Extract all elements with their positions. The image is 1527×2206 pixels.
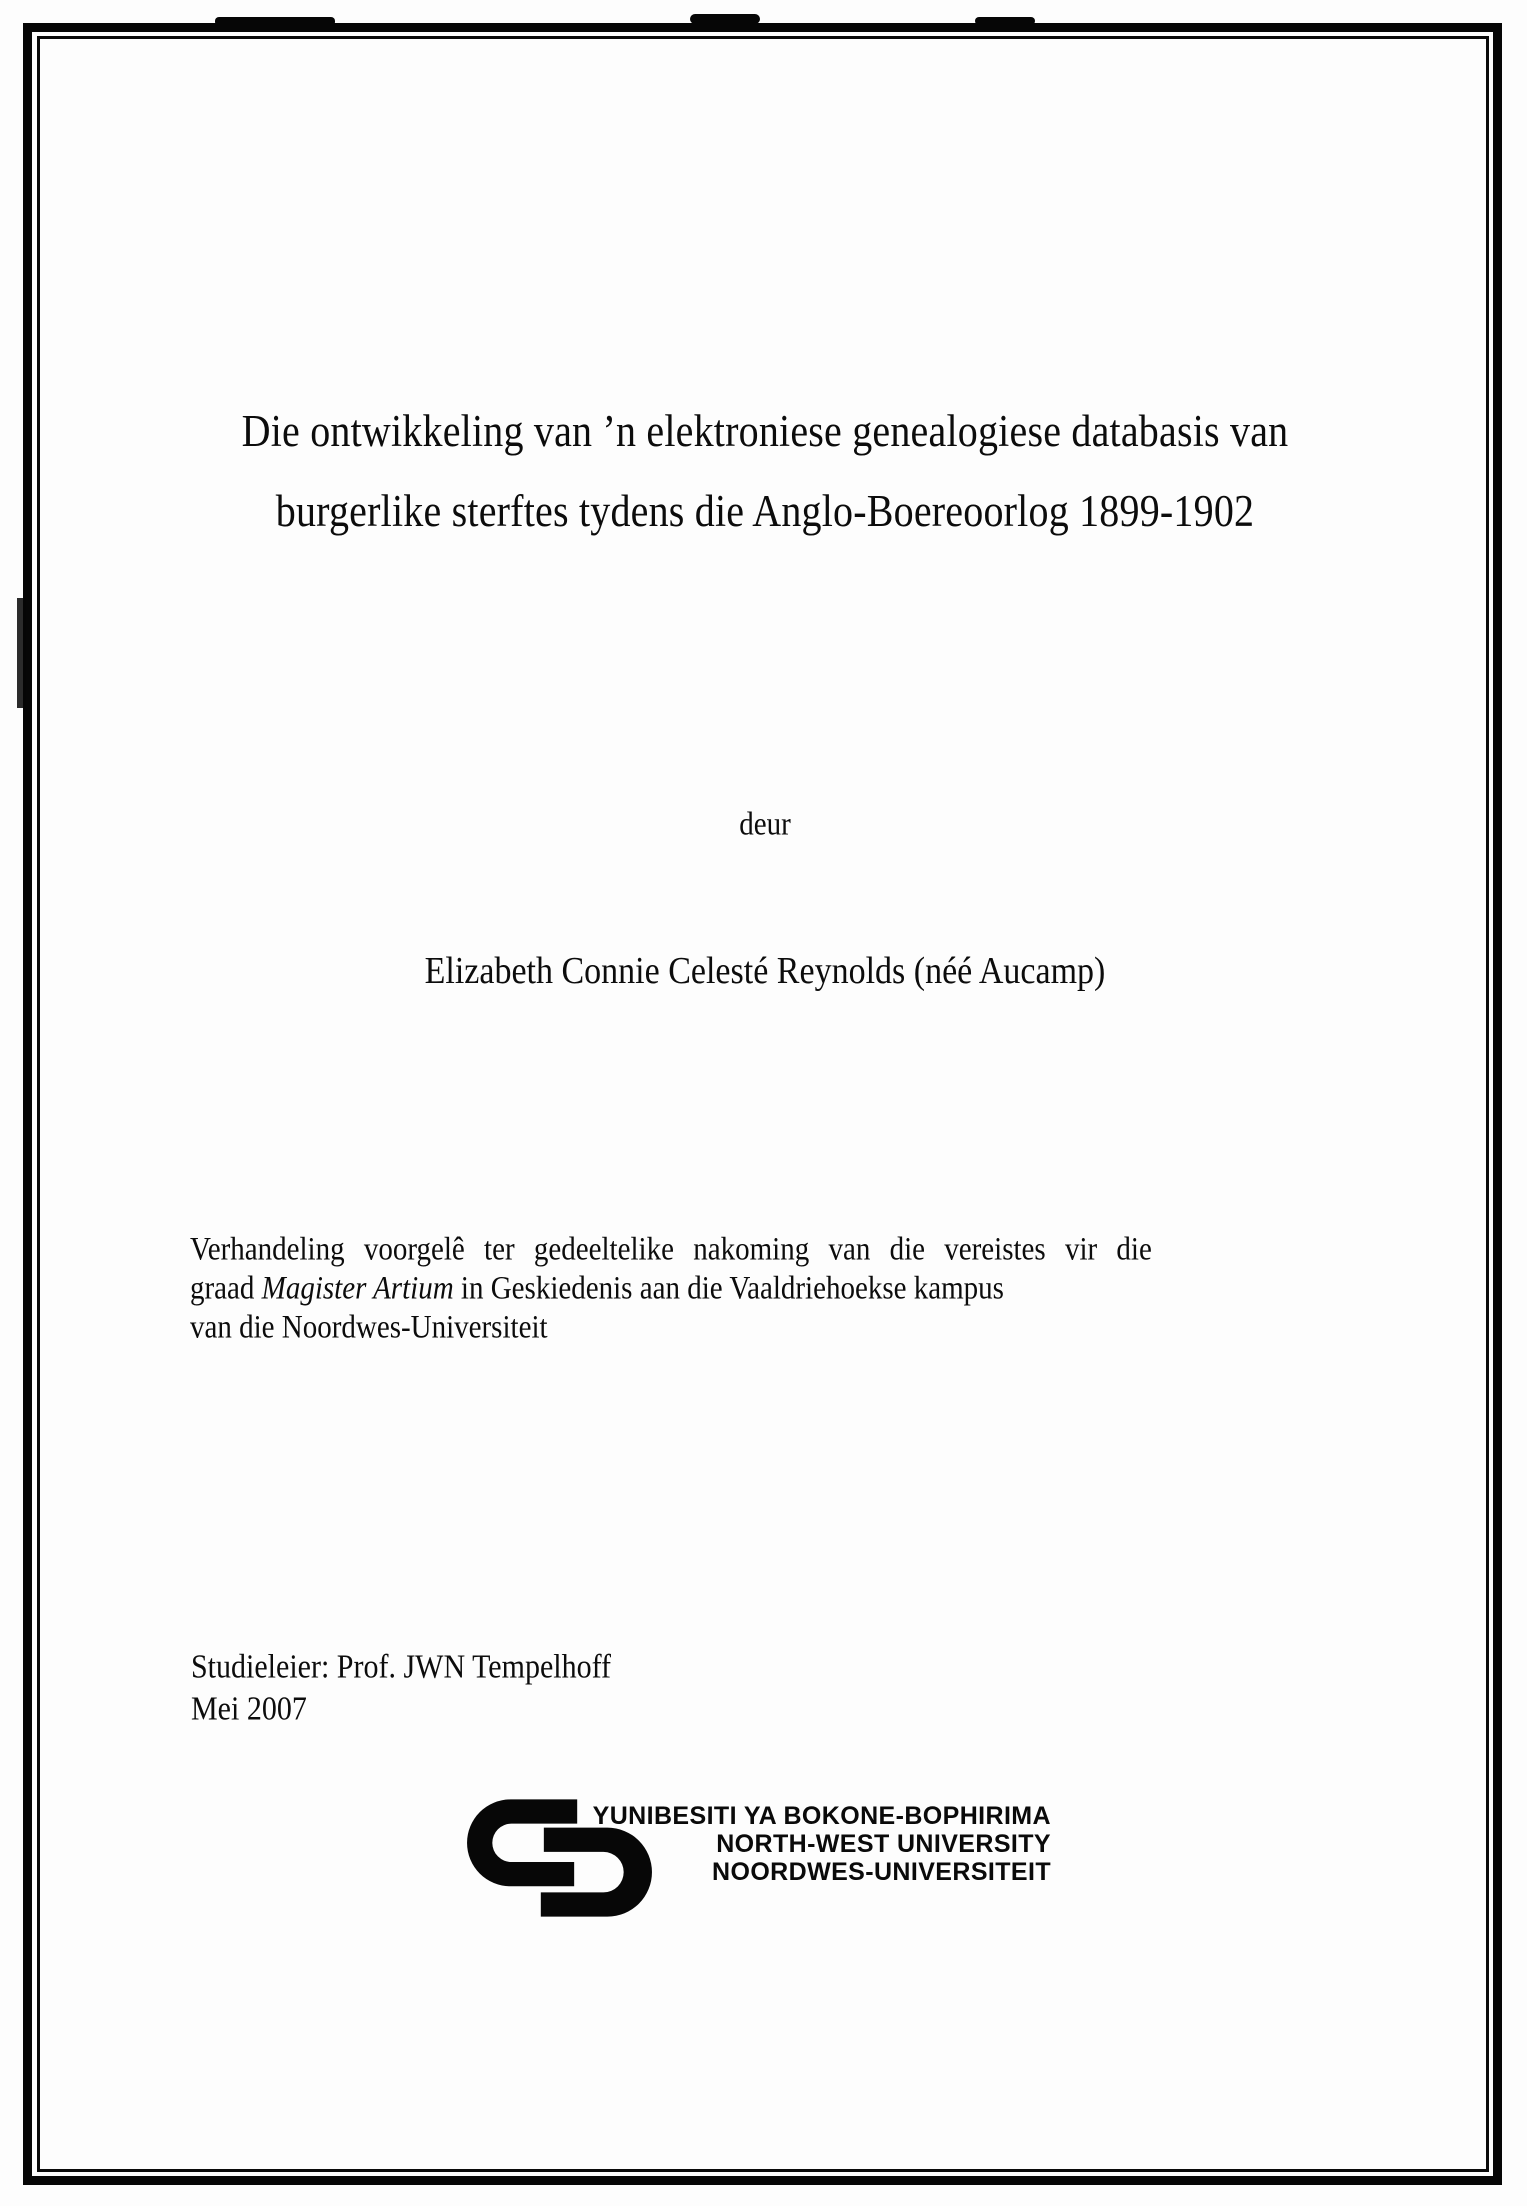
nwu-logo-text xyxy=(593,1802,1051,1886)
thesis-title-line-2: burgerlike sterftes tydens die Anglo-Boereoorlog 1899-1902 xyxy=(275,485,1255,536)
logo-text-line-3: NOORDWES-UNIVERSITEIT xyxy=(712,1858,1051,1886)
supervisor-line: Studieleier: Prof. JWN Tempelhoff xyxy=(191,1648,612,1686)
scan-speck xyxy=(975,17,1035,25)
submission-note-line-2 xyxy=(190,1270,1335,1307)
degree-name-italic: Magister Artium xyxy=(261,1270,454,1307)
submission-note-line-1: Verhandeling voorgelê ter gedeeltelike nakoming van die vereistes vir die xyxy=(190,1231,1152,1268)
submission-note-line-3: van die Noordwes-Universiteit xyxy=(190,1309,548,1346)
scan-speck xyxy=(17,598,26,708)
scan-speck xyxy=(690,14,760,24)
logo-text-line-2: NORTH-WEST UNIVERSITY xyxy=(716,1830,1051,1858)
byline-label: deur xyxy=(739,806,791,843)
logo-text-line-1: YUNIBESITI YA BOKONE-BOPHIRIMA xyxy=(592,1802,1051,1830)
thesis-title-line-1: Die ontwikkeling van ’n elektroniese genealogiese databasis van xyxy=(241,405,1289,456)
date-line: Mei 2007 xyxy=(191,1690,307,1728)
submission-note-line-2-suffix: in Geskiedenis aan die Vaaldriehoekse kampus xyxy=(460,1270,1004,1307)
submission-note-line-2-prefix: graad xyxy=(190,1270,255,1307)
scan-speck xyxy=(215,17,335,26)
author-name: Elizabeth Connie Celesté Reynolds (néé Aucamp) xyxy=(424,950,1106,992)
